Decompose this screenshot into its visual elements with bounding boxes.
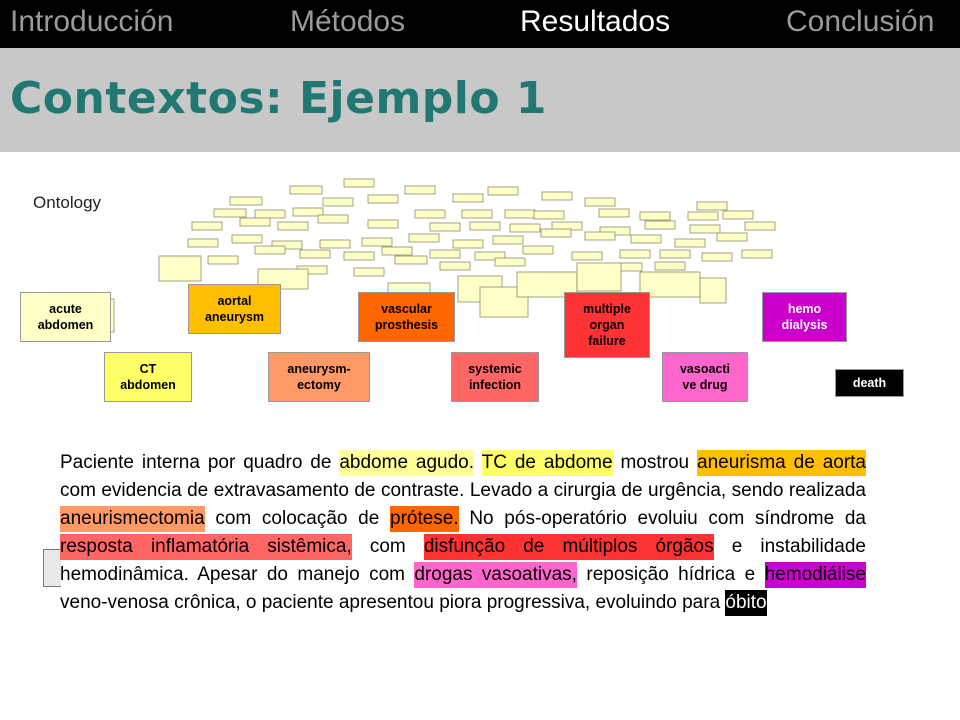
paragraph-text: mostrou: [612, 452, 698, 473]
ontology-node: [488, 187, 518, 195]
ontology-node: [572, 252, 602, 260]
highlighted-term: prótese.: [390, 506, 459, 532]
ontology-node: [645, 221, 675, 229]
paragraph-text: com: [351, 536, 424, 557]
clinical-paragraph: [60, 449, 866, 617]
ontology-node: [462, 210, 492, 218]
slide-title: Contextos: Ejemplo 1: [10, 73, 548, 124]
ontology-node: [278, 222, 308, 230]
highlighted-term: aneurisma de aorta: [697, 450, 866, 476]
nav-item-introduccion[interactable]: Introducción: [10, 5, 174, 38]
ontology-node: [240, 218, 270, 226]
ontology-node: [742, 250, 772, 258]
ontology-node: [697, 202, 727, 210]
highlighted-term: óbito: [725, 590, 766, 616]
concept-aortal-aneurysm: aortal aneurysm: [188, 284, 281, 334]
concept-vascular-prosthesis: vascular prosthesis: [358, 292, 455, 342]
ontology-node: [620, 250, 650, 258]
ontology-node: [255, 210, 285, 218]
ontology-node: [688, 212, 718, 220]
nav-item-conclusion[interactable]: Conclusión: [786, 5, 935, 38]
paragraph-text: reposição hídrica e: [576, 564, 765, 585]
ontology-node: [300, 250, 330, 258]
ontology-node: [354, 268, 384, 276]
ontology-node: [208, 256, 238, 264]
ontology-node: [675, 239, 705, 247]
ontology-node: [255, 246, 285, 254]
concept-aneurysm-ectomy: aneurysm- ectomy: [268, 352, 370, 402]
ontology-node: [415, 210, 445, 218]
nav-item-metodos[interactable]: Métodos: [290, 5, 406, 38]
ontology-node: [495, 258, 525, 266]
ontology-node: [188, 239, 218, 247]
ontology-node: [368, 220, 398, 228]
ontology-node: [631, 235, 661, 243]
ontology-node: [214, 209, 246, 217]
ontology-node: [717, 233, 747, 241]
ontology-node: [430, 223, 460, 231]
paragraph-text: com evidencia de extravasamento de contraste. Levado a cirurgia de urgência, sendo realizada: [60, 480, 866, 501]
paragraph-text: No pós-operatório evoluiu com síndrome da: [458, 508, 867, 529]
highlighted-term: TC de abdome: [482, 450, 613, 476]
nav-item-resultados[interactable]: Resultados: [520, 5, 671, 38]
ontology-node: [440, 262, 470, 270]
ontology-node: [585, 198, 615, 206]
paragraph-text: com colocação de: [204, 508, 390, 529]
ontology-node: [534, 211, 564, 219]
ontology-node: [541, 229, 571, 237]
ontology-node: [599, 209, 629, 217]
highlighted-term: hemodiálise: [765, 562, 866, 588]
paragraph-text: veno-venosa crônica, o paciente apresentou piora progressiva, evoluindo para: [60, 592, 726, 613]
ontology-node: [577, 263, 621, 291]
ontology-node: [453, 240, 483, 248]
ontology-node: [510, 224, 540, 232]
highlighted-term: abdome agudo.: [339, 450, 474, 476]
ontology-node: [290, 186, 322, 194]
paragraph-text: Paciente interna por quadro de: [60, 452, 340, 473]
ontology-node: [723, 211, 753, 219]
ontology-node: [505, 210, 535, 218]
concept-systemic-infection: systemic infection: [451, 352, 539, 402]
ontology-node: [585, 232, 615, 240]
ontology-node: [453, 194, 483, 202]
highlighted-term: aneurismectomia: [60, 506, 205, 532]
ontology-node: [470, 222, 500, 230]
concept-acute-abdomen: acute abdomen: [20, 292, 111, 342]
ontology-node: [323, 198, 353, 206]
highlighted-term: resposta inflamatória sistêmica,: [60, 534, 352, 560]
ontology-node: [542, 192, 572, 200]
concept-vasoactive-drug: vasoacti ve drug: [662, 352, 748, 402]
ontology-node: [382, 247, 412, 255]
ontology-node: [344, 252, 374, 260]
ontology-node: [640, 212, 670, 220]
ontology-node: [523, 246, 553, 254]
ontology-node: [702, 253, 732, 261]
paragraph-text: [474, 452, 482, 473]
ontology-node: [320, 240, 350, 248]
highlighted-term: drogas vasoativas,: [414, 562, 577, 588]
paragraph-marker: [43, 549, 61, 587]
ontology-node: [362, 238, 392, 246]
ontology-node: [700, 278, 726, 303]
concept-ct-abdomen: CT abdomen: [104, 352, 192, 402]
ontology-node: [690, 225, 720, 233]
ontology-node: [745, 222, 775, 230]
ontology-node: [159, 256, 201, 281]
ontology-node: [230, 197, 262, 205]
concept-death: death: [835, 369, 904, 397]
ontology-node: [405, 186, 435, 194]
ontology-node: [409, 234, 439, 242]
highlighted-term: disfunção de múltiplos órgãos: [424, 534, 714, 560]
ontology-node: [232, 235, 262, 243]
ontology-node: [344, 179, 374, 187]
concept-hemo-dialysis: hemo dialysis: [762, 292, 847, 342]
concept-multiple-organ-failure: multiple organ failure: [564, 292, 650, 358]
ontology-node: [318, 215, 348, 223]
ontology-node: [368, 195, 398, 203]
ontology-node: [430, 250, 460, 258]
ontology-label: Ontology: [33, 193, 102, 212]
ontology-node: [192, 222, 222, 230]
ontology-node: [395, 256, 427, 264]
ontology-node: [655, 262, 685, 270]
paragraph-text: e instabilidade hemodinâmica. Apesar do manejo com: [60, 536, 867, 585]
ontology-node: [493, 236, 523, 244]
ontology-node: [660, 250, 690, 258]
